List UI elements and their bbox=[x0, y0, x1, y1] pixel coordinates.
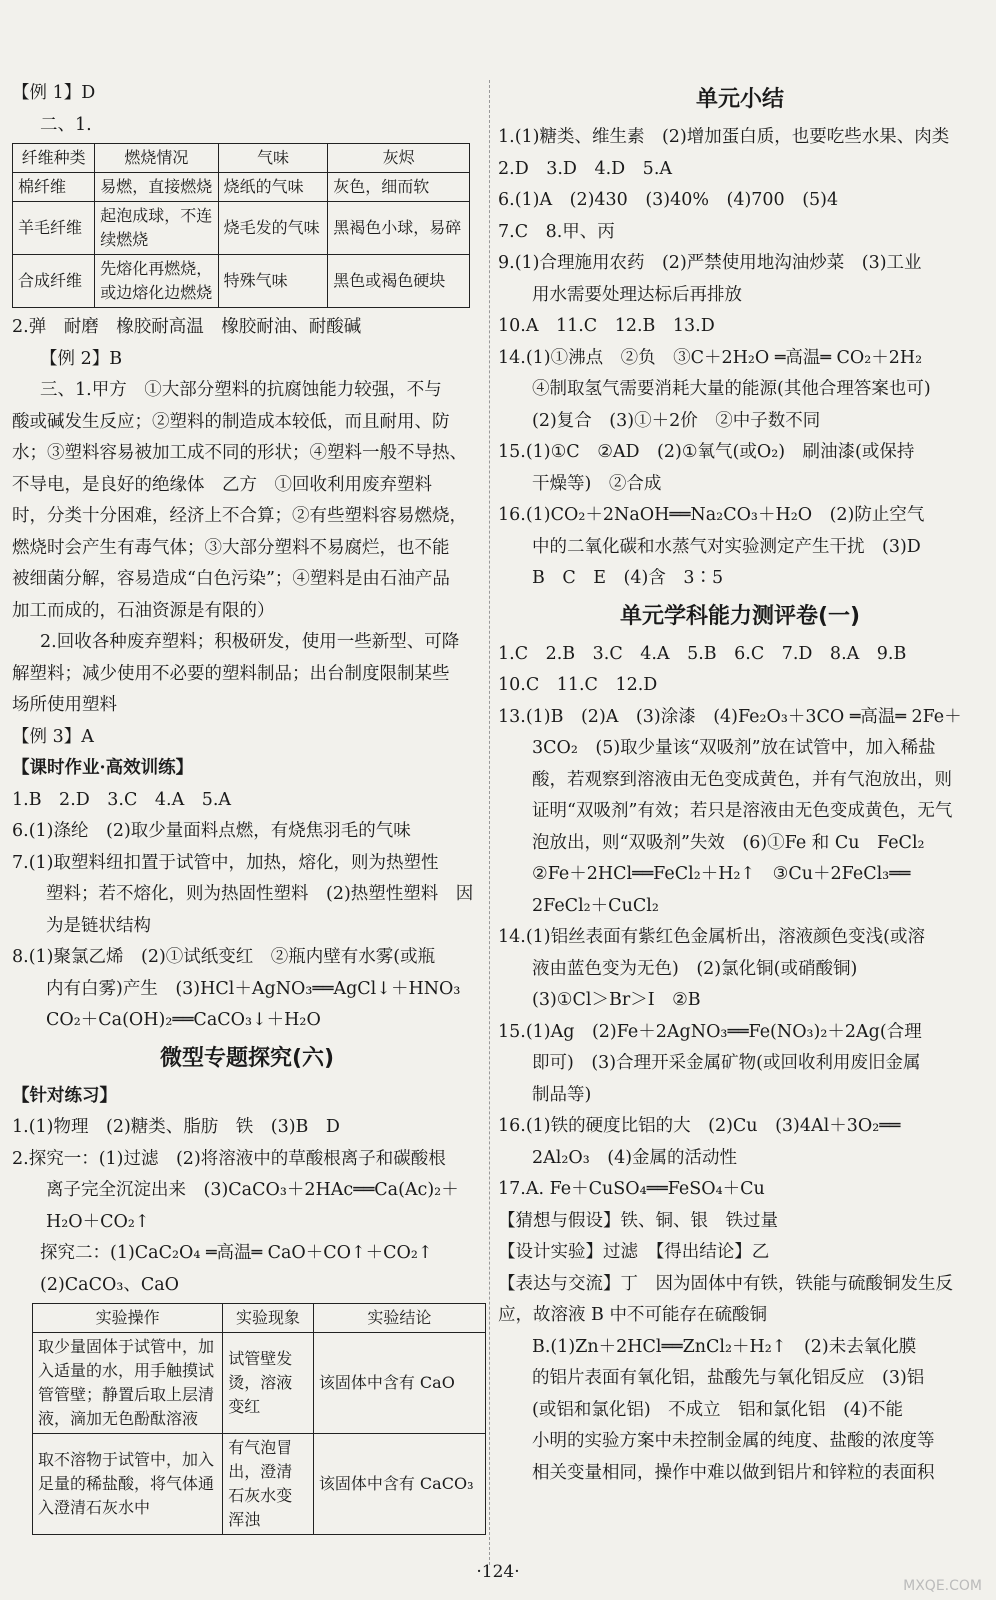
text-line: 14.(1)铝丝表面有紫红色金属析出，溶液颜色变浅(或溶 bbox=[498, 927, 925, 947]
text-line: 泡放出，则“双吸剂”失效 (6)①Fe 和 Cu FeCl₂ bbox=[532, 832, 925, 853]
text-line: 液由蓝色变为无色) (2)氯化铜(或硝酸铜) bbox=[532, 958, 858, 979]
left-block-d bbox=[12, 1112, 482, 1301]
text-line: 塑料；若不熔化，则为热固性塑料 (2)热塑性塑料 因 bbox=[46, 884, 474, 904]
table-header-cell: 燃烧情况 bbox=[95, 144, 218, 173]
homework-title: 【课时作业·高效训练】 bbox=[12, 758, 194, 778]
table-cell: 羊毛纤维 bbox=[13, 202, 95, 255]
table-row bbox=[13, 202, 470, 255]
text-line: 离子完全沉淀出来 (3)CaCO₃＋2HAc══Ca(Ac)₂＋ bbox=[46, 1180, 459, 1200]
heading-unit-summary: 单元小结 bbox=[695, 87, 784, 112]
table-cell: 取少量固体于试管中，加入适量的水，用手触摸试管管壁；静置后取上层清液，滴加无色酚酞溶液 bbox=[33, 1333, 223, 1434]
text-line: B.(1)Zn＋2HCl══ZnCl₂＋H₂↑ (2)未去氧化膜 bbox=[532, 1336, 917, 1357]
text-line: 7.C 8.甲、丙 bbox=[498, 221, 615, 242]
text-line: 2Al₂O₃ (4)金属的活动性 bbox=[532, 1147, 738, 1168]
right-column bbox=[498, 78, 982, 1489]
page-number: ·124· bbox=[476, 1562, 520, 1582]
table-header-cell: 实验操作 bbox=[33, 1304, 223, 1333]
table-cell: 灰色，细而软 bbox=[328, 173, 470, 202]
text-line: (或铝和氯化铝) 不成立 铝和氯化铝 (4)不能 bbox=[532, 1399, 903, 1420]
left-block-c bbox=[12, 785, 482, 1037]
table-cell: 试管壁发烫，溶液变红 bbox=[223, 1333, 314, 1434]
text-line: 探究二：(1)CaC₂O₄ ═高温═ CaO＋CO↑＋CO₂↑ bbox=[40, 1243, 433, 1263]
text-line: 证明“双吸剂”有效；若只是溶液由无色变成黄色，无气 bbox=[532, 801, 953, 821]
text-line: 酸，若观察到溶液由无色变成黄色，并有气泡放出，则 bbox=[532, 769, 952, 790]
text-line: 【例 2】B bbox=[40, 348, 123, 369]
text-line: 1.C 2.B 3.C 4.A 5.B 6.C 7.D 8.A 9.B bbox=[498, 643, 907, 664]
text-line: 【猜想与假设】铁、铜、银 铁过量 bbox=[498, 1210, 778, 1231]
right-block-a bbox=[498, 122, 982, 595]
heading-unit-test: 单元学科能力测评卷(一) bbox=[619, 603, 861, 629]
table-cell: 取不溶物于试管中，加入足量的稀盐酸，将气体通入澄清石灰水中 bbox=[33, 1434, 223, 1535]
text-line: 干燥等) ②合成 bbox=[532, 473, 662, 494]
table-row bbox=[33, 1434, 486, 1535]
text-line: 2.D 3.D 4.D 5.A bbox=[498, 158, 673, 179]
text-line: 时，分类十分困难，经济上不合算；②有些塑料容易燃烧， bbox=[12, 506, 467, 526]
text-line: 2.弹 耐磨 橡胶耐高温 橡胶耐油、耐酸碱 bbox=[12, 317, 362, 337]
table-cell: 特殊气味 bbox=[218, 255, 328, 308]
text-line: 场所使用塑料 bbox=[12, 695, 117, 715]
table-cell: 黑褐色小球，易碎 bbox=[328, 202, 470, 255]
text-line: 的铝片表面有氧化铝，盐酸先与氧化铝反应 (3)铝 bbox=[532, 1368, 925, 1388]
text-line: 酸或碱发生反应；②塑料的制造成本较低，而且耐用、防 bbox=[12, 411, 450, 432]
text-line: 即可) (3)合理开采金属矿物(或回收利用废旧金属 bbox=[532, 1053, 921, 1073]
text-line: 1.(1)糖类、维生素 (2)增加蛋白质，也要吃些水果、肉类 bbox=[498, 127, 950, 147]
text-line: CO₂＋Ca(OH)₂══CaCO₃↓＋H₂O bbox=[46, 1010, 321, 1030]
practice-title: 【针对练习】 bbox=[12, 1085, 117, 1106]
text-line: 【例 1】D bbox=[12, 83, 96, 103]
table-cell: 合成纤维 bbox=[13, 255, 95, 308]
text-line: (2)复合 (3)①＋2价 ②中子数不同 bbox=[532, 410, 821, 431]
fiber-table bbox=[12, 143, 470, 308]
right-block-b bbox=[498, 639, 982, 1490]
text-line: 15.(1)①C ②AD (2)①氧气(或O₂) 刷油漆(或保持 bbox=[498, 442, 915, 462]
text-line: 三、1.甲方 ①大部分塑料的抗腐蚀能力较强，不与 bbox=[40, 380, 442, 400]
text-line: 3CO₂ (5)取少量该“双吸剂”放在试管中，加入稀盐 bbox=[532, 738, 936, 758]
text-line: 不导电，是良好的绝缘体 乙方 ①回收利用废弃塑料 bbox=[12, 474, 432, 495]
table-header-cell: 实验现象 bbox=[223, 1304, 314, 1333]
text-line: 加工而成的，石油资源是有限的） bbox=[12, 600, 275, 621]
text-line: (3)①Cl＞Br＞I ②B bbox=[532, 990, 701, 1010]
text-line: 相关变量相同，操作中难以做到铝片和锌粒的表面积 bbox=[532, 1462, 935, 1483]
text-line: 水；③塑料容易被加工成不同的形状；④塑料一般不导热、 bbox=[12, 443, 467, 463]
table-cell: 有气泡冒出，澄清石灰水变浑浊 bbox=[223, 1434, 314, 1535]
table-cell: 该固体中含有 CaCO₃ bbox=[313, 1434, 485, 1535]
column-divider bbox=[489, 80, 490, 1565]
left-block-a bbox=[12, 78, 482, 141]
table-cell: 黑色或褐色硬块 bbox=[328, 255, 470, 308]
table-cell: 烧毛发的气味 bbox=[218, 202, 328, 255]
text-line: 【设计实验】过滤 【得出结论】乙 bbox=[498, 1242, 770, 1262]
text-line: B C E (4)含 3∶5 bbox=[532, 568, 724, 588]
table-cell: 易燃，直接燃烧 bbox=[95, 173, 218, 202]
table-cell: 起泡成球，不连续燃烧 bbox=[95, 202, 218, 255]
text-line: 1.(1)物理 (2)糖类、脂肪 铁 (3)B D bbox=[12, 1117, 340, 1137]
text-line: 应，故溶液 B 中不可能存在硫酸铜 bbox=[498, 1305, 767, 1325]
table-row bbox=[13, 255, 470, 308]
text-line: 13.(1)B (2)A (3)涂漆 (4)Fe₂O₃＋3CO ═高温═ 2Fe＋ bbox=[498, 706, 962, 727]
text-line: ②Fe＋2HCl══FeCl₂＋H₂↑ ③Cu＋2FeCl₃══ bbox=[532, 864, 911, 884]
table-row bbox=[13, 173, 470, 202]
text-line: 解塑料；减少使用不必要的塑料制品；出台制度限制某些 bbox=[12, 663, 450, 684]
text-line: 2.回收各种废弃塑料；积极研发，使用一些新型、可降 bbox=[40, 632, 460, 652]
text-line: 7.(1)取塑料纽扣置于试管中，加热，熔化，则为热塑性 bbox=[12, 852, 439, 873]
text-line: ④制取氢气需要消耗大量的能源(其他合理答案也可) bbox=[532, 379, 931, 399]
table-header-cell: 实验结论 bbox=[313, 1304, 485, 1333]
text-line: 内有白雾)产生 (3)HCl＋AgNO₃══AgCl↓＋HNO₃ bbox=[46, 978, 461, 999]
watermark: MXQE.COM bbox=[903, 1578, 982, 1594]
text-line: H₂O＋CO₂↑ bbox=[46, 1211, 150, 1232]
heading-micro-topic: 微型专题探究(六) bbox=[159, 1045, 335, 1071]
table-row bbox=[33, 1333, 486, 1434]
text-line: 2FeCl₂＋CuCl₂ bbox=[532, 895, 659, 916]
table-cell: 棉纤维 bbox=[13, 173, 95, 202]
table-header-cell: 气味 bbox=[218, 144, 328, 173]
text-line: 15.(1)Ag (2)Fe＋2AgNO₃══Fe(NO₃)₂＋2Ag(合理 bbox=[498, 1021, 922, 1042]
text-line: 9.(1)合理施用农药 (2)严禁使用地沟油炒菜 (3)工业 bbox=[498, 253, 922, 273]
text-line: 14.(1)①沸点 ②负 ③C＋2H₂O ═高温═ CO₂＋2H₂ bbox=[498, 347, 923, 368]
text-line: 燃烧时会产生有毒气体；③大部分塑料不易腐烂，也不能 bbox=[12, 537, 450, 558]
text-line: 10.A 11.C 12.B 13.D bbox=[498, 316, 715, 336]
text-line: 17.A. Fe＋CuSO₄══FeSO₄＋Cu bbox=[498, 1179, 765, 1199]
text-line: 被细菌分解，容易造成“白色污染”；④塑料是由石油产品 bbox=[12, 569, 450, 589]
text-line: 1.B 2.D 3.C 4.A 5.A bbox=[12, 789, 232, 810]
text-line: 为是链状结构 bbox=[46, 915, 151, 936]
text-line: 2.探究一：(1)过滤 (2)将溶液中的草酸根离子和碳酸根 bbox=[12, 1148, 446, 1169]
text-line: 16.(1)CO₂＋2NaOH══Na₂CO₃＋H₂O (2)防止空气 bbox=[498, 505, 925, 525]
text-line: 二、1. bbox=[40, 114, 92, 135]
text-line: 【例 3】A bbox=[12, 726, 94, 747]
text-line: 6.(1)A (2)430 (3)40% (4)700 (5)4 bbox=[498, 190, 839, 210]
table-header-row bbox=[33, 1304, 486, 1333]
text-line: 中的二氧化碳和水蒸气对实验测定产生干扰 (3)D bbox=[532, 536, 921, 557]
text-line: 6.(1)涤纶 (2)取少量面料点燃，有烧焦羽毛的气味 bbox=[12, 821, 411, 841]
text-line: 16.(1)铁的硬度比铝的大 (2)Cu (3)4Al＋3O₂══ bbox=[498, 1116, 901, 1136]
text-line: 8.(1)聚氯乙烯 (2)①试纸变红 ②瓶内壁有水雾(或瓶 bbox=[12, 947, 436, 967]
table-header-row bbox=[13, 144, 470, 173]
experiment-table bbox=[32, 1303, 486, 1535]
text-line: 【表达与交流】丁 因为固体中有铁，铁能与硫酸铜发生反 bbox=[498, 1273, 953, 1294]
text-line: 用水需要处理达标后再排放 bbox=[532, 284, 742, 305]
table-header-cell: 纤维种类 bbox=[13, 144, 95, 173]
text-line: (2)CaCO₃、CaO bbox=[40, 1274, 180, 1295]
text-line: 小明的实验方案中未控制金属的纯度、盐酸的浓度等 bbox=[532, 1431, 935, 1451]
table-header-cell: 灰烬 bbox=[328, 144, 470, 173]
text-line: 制品等) bbox=[532, 1084, 592, 1105]
table-cell: 该固体中含有 CaO bbox=[313, 1333, 485, 1434]
table-cell: 烧纸的气味 bbox=[218, 173, 328, 202]
table-cell: 先熔化再燃烧，或边熔化边燃烧 bbox=[95, 255, 218, 308]
text-line: 10.C 11.C 12.D bbox=[498, 675, 658, 695]
left-block-b bbox=[12, 312, 482, 753]
left-column bbox=[12, 78, 482, 1539]
